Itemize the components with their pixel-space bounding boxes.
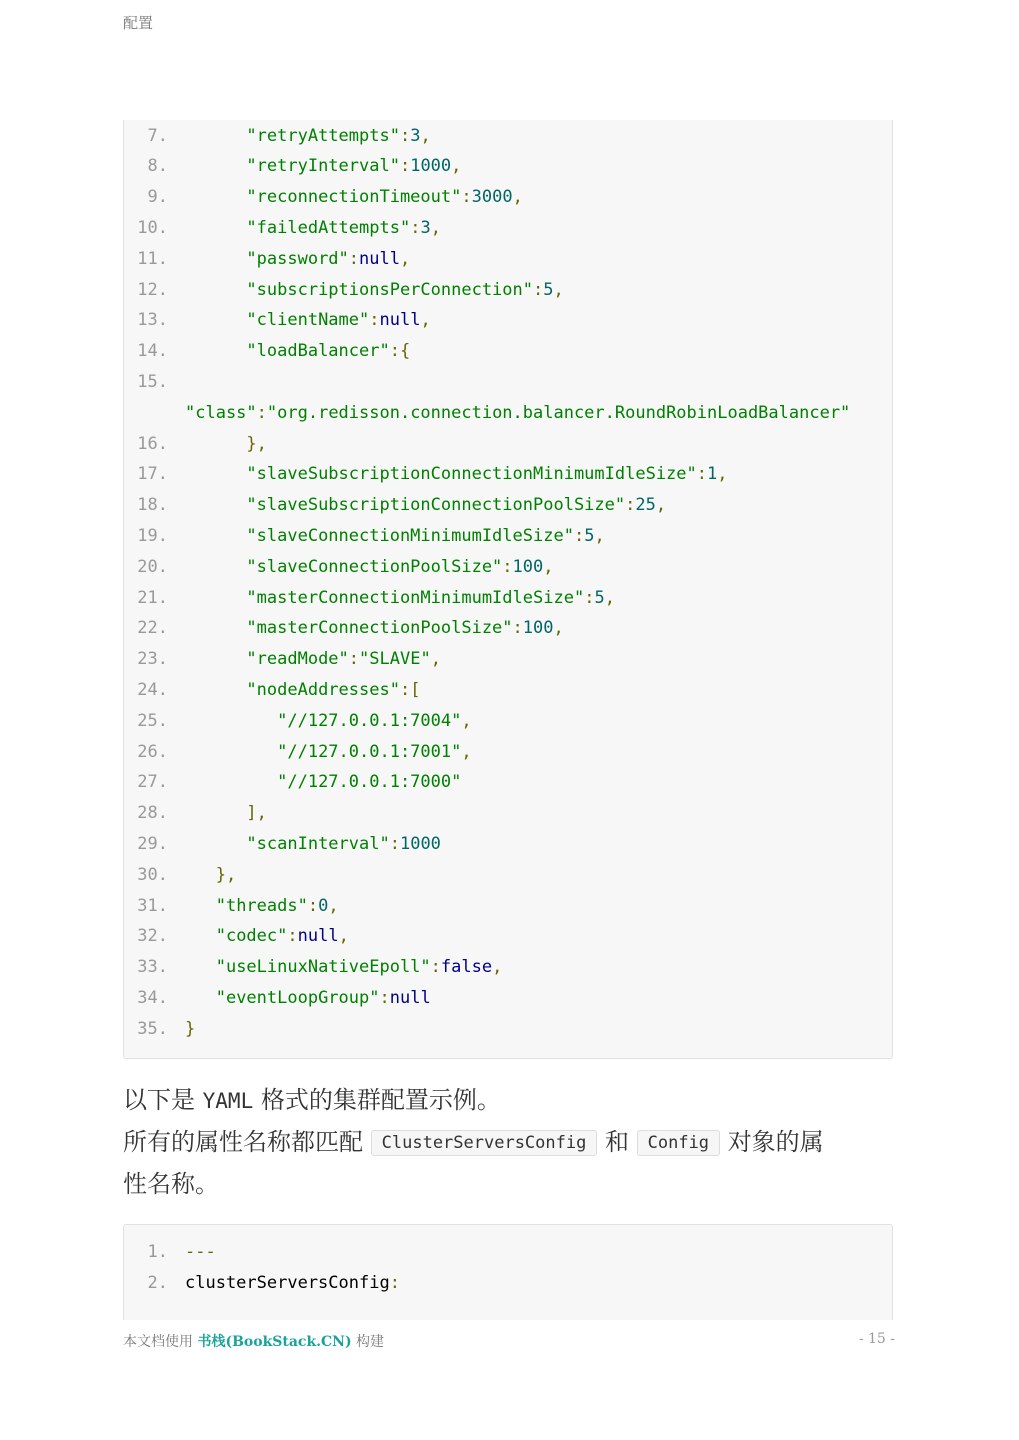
line-number: 20. <box>137 556 168 577</box>
code-token: "nodeAddresses" <box>246 679 400 700</box>
code-token: , <box>492 957 503 978</box>
code-token: 3000 <box>471 187 513 208</box>
code-text <box>185 706 472 736</box>
line-number: 34. <box>137 987 168 1008</box>
code-text <box>185 398 850 428</box>
paragraph-properties-line2: 性名称。 <box>123 1170 219 1198</box>
code-text <box>185 552 554 582</box>
code-text <box>185 737 472 767</box>
code-text <box>185 151 461 181</box>
code-token: , <box>338 926 349 947</box>
code-text <box>185 121 431 151</box>
line-number: 28. <box>137 803 168 824</box>
code-token: , <box>543 556 554 577</box>
code-text <box>185 829 441 859</box>
code-token: "class" <box>185 402 257 423</box>
code-token: , <box>461 710 472 731</box>
code-token: "loadBalancer" <box>246 341 390 362</box>
line-number: 13. <box>137 310 168 331</box>
line-number: 1. <box>147 1242 168 1262</box>
code-token <box>185 464 246 484</box>
code-token: : <box>369 310 380 331</box>
code-text <box>185 490 666 520</box>
code-token <box>185 126 246 146</box>
line-number: 33. <box>137 957 168 978</box>
code-token <box>185 896 216 916</box>
code-token: "//127.0.0.1:7004" <box>277 710 462 731</box>
code-token: "useLinuxNativeEpoll" <box>215 957 431 978</box>
code-token: 1 <box>707 464 718 485</box>
line-number: 7. <box>147 125 168 146</box>
line-number: 22. <box>137 618 168 639</box>
code-token: , <box>420 125 431 146</box>
line-number: 26. <box>137 741 168 762</box>
code-token: --- <box>185 1242 216 1262</box>
code-token <box>185 865 216 885</box>
code-text <box>185 767 461 797</box>
code-token: 25 <box>635 495 656 516</box>
code-token: ], <box>246 803 267 824</box>
code-token: "readMode" <box>246 649 349 670</box>
line-number: 17. <box>137 464 168 485</box>
code-token: "scanInterval" <box>246 833 390 854</box>
code-token: : <box>379 987 390 1008</box>
code-token <box>185 834 246 854</box>
code-token: "slaveSubscriptionConnectionPoolSize" <box>246 495 626 516</box>
line-number: 23. <box>137 649 168 670</box>
code-token <box>185 988 216 1008</box>
line-number: 25. <box>137 710 168 731</box>
code-token: :[ <box>399 679 421 700</box>
para2-text1: 所有的属性名称都匹配 <box>123 1128 371 1156</box>
code-text <box>185 860 236 890</box>
code-text <box>185 983 431 1013</box>
code-token: "reconnectionTimeout" <box>246 187 462 208</box>
page-header-title: 配置 <box>123 14 154 32</box>
code-token: : <box>696 464 708 485</box>
code-token <box>185 280 246 300</box>
code-token: : <box>461 187 472 208</box>
line-number: 30. <box>137 864 168 885</box>
footer-suffix: 构建 <box>351 1334 385 1350</box>
code-token: "subscriptionsPerConnection" <box>246 279 533 300</box>
line-number: 8. <box>147 156 168 177</box>
code-token: null <box>389 987 431 1008</box>
line-number: 18. <box>137 495 168 516</box>
para2-text2: 和 <box>604 1128 637 1156</box>
code-token: , <box>594 525 605 546</box>
code-text <box>185 644 441 674</box>
code-text <box>185 1268 400 1298</box>
line-number: 2. <box>147 1273 168 1293</box>
code-token: , <box>717 464 728 485</box>
code-text <box>185 1237 216 1267</box>
line-number: 15. <box>137 371 168 392</box>
code-token: : <box>512 618 523 639</box>
code-text <box>185 1014 195 1044</box>
code-text <box>185 675 420 705</box>
code-token: : <box>502 556 513 577</box>
code-text <box>185 952 502 982</box>
code-text <box>185 336 410 366</box>
code-token <box>185 156 246 176</box>
code-text <box>185 891 339 921</box>
code-token <box>185 187 246 207</box>
code-token: : <box>410 217 421 238</box>
code-token: }, <box>246 433 267 454</box>
code-token <box>185 588 246 608</box>
code-token: } <box>185 1018 196 1039</box>
line-number: 29. <box>137 833 168 854</box>
line-number: 35. <box>137 1018 168 1039</box>
code-token: :{ <box>389 341 411 362</box>
code-token: : <box>389 833 400 854</box>
code-token <box>185 526 246 546</box>
code-token <box>185 249 246 269</box>
code-token: "masterConnectionMinimumIdleSize" <box>246 587 585 608</box>
line-number: 31. <box>137 895 168 916</box>
code-token: , <box>430 217 441 238</box>
code-text <box>185 521 605 551</box>
line-number: 9. <box>147 187 168 208</box>
code-token <box>185 711 277 731</box>
code-token: , <box>328 895 339 916</box>
inline-code-cluster-servers-config: ClusterServersConfig <box>371 1130 598 1156</box>
code-text <box>185 305 431 335</box>
code-token: "clientName" <box>246 310 370 331</box>
code-token: "failedAttempts" <box>246 217 411 238</box>
code-token: "eventLoopGroup" <box>215 987 380 1008</box>
code-block-yaml <box>123 1224 893 1320</box>
line-number: 14. <box>137 341 168 362</box>
code-text <box>185 275 564 305</box>
code-token: "password" <box>246 248 349 269</box>
code-token: : <box>533 279 544 300</box>
code-token: 0 <box>318 895 329 916</box>
code-token <box>185 557 246 577</box>
line-number: 24. <box>137 679 168 700</box>
code-token <box>185 680 246 700</box>
code-token: : <box>399 125 411 146</box>
code-token: 100 <box>522 618 554 639</box>
para1-text-before: 以下是 <box>123 1086 203 1114</box>
code-token: : <box>348 248 360 269</box>
code-token: , <box>604 587 615 608</box>
code-text <box>185 213 441 243</box>
code-text <box>185 583 615 613</box>
code-token <box>185 310 246 330</box>
code-token: : <box>625 495 636 516</box>
code-token: "//127.0.0.1:7001" <box>277 741 462 762</box>
code-token <box>185 772 277 792</box>
code-token: : <box>287 926 298 947</box>
code-token: "threads" <box>215 895 308 916</box>
inline-code-config: Config <box>637 1130 720 1156</box>
code-token: : <box>256 402 267 423</box>
code-token <box>185 618 246 638</box>
footer-page-number: - 15 - <box>858 1331 895 1347</box>
code-token: : <box>584 587 595 608</box>
para2-text3: 对象的属 <box>727 1128 824 1156</box>
code-token: , <box>512 187 523 208</box>
code-token: "slaveConnectionMinimumIdleSize" <box>246 525 574 546</box>
line-number: 12. <box>137 279 168 300</box>
code-token: 3 <box>410 125 421 146</box>
line-number: 10. <box>137 217 168 238</box>
code-token: : <box>430 957 441 978</box>
code-token <box>185 926 216 946</box>
paragraph-yaml-intro <box>123 1080 903 1115</box>
code-token: 5 <box>543 279 554 300</box>
code-token: null <box>379 310 421 331</box>
code-token: null <box>359 248 400 269</box>
code-text <box>185 459 728 489</box>
code-token <box>185 434 246 454</box>
code-block-json <box>123 120 893 1059</box>
code-token <box>185 495 246 515</box>
code-token: "retryAttempts" <box>246 125 400 146</box>
code-token: false <box>440 957 493 978</box>
code-token: 1000 <box>410 156 452 177</box>
code-token: , <box>420 310 431 331</box>
code-token: "slaveConnectionPoolSize" <box>246 556 503 577</box>
code-token: 3 <box>420 217 431 238</box>
code-token: : <box>307 895 319 916</box>
code-text <box>185 244 410 274</box>
code-token <box>185 803 246 823</box>
code-token: 5 <box>584 525 595 546</box>
code-token: "org.redisson.connection.balancer.RoundRobinLoadBalancer" <box>266 402 851 423</box>
line-number: 27. <box>137 772 168 793</box>
code-token: "SLAVE" <box>359 649 431 670</box>
line-number: 16. <box>137 433 168 454</box>
code-token: "slaveSubscriptionConnectionMinimumIdleSize" <box>246 464 697 485</box>
code-token: , <box>553 618 564 639</box>
code-token <box>185 957 216 977</box>
code-token: 1000 <box>399 833 441 854</box>
code-token: 100 <box>512 556 544 577</box>
code-token: : <box>573 525 585 546</box>
code-token: , <box>399 248 411 269</box>
code-token <box>185 218 246 238</box>
footer-credit <box>123 1331 384 1351</box>
code-token: : <box>389 1273 400 1293</box>
code-text <box>185 921 349 951</box>
code-token: , <box>451 156 462 177</box>
code-token: , <box>655 495 667 516</box>
code-token: : <box>348 649 360 670</box>
para1-text-after: 格式的集群配置示例。 <box>253 1086 501 1114</box>
code-token: "retryInterval" <box>246 156 400 177</box>
code-text <box>185 429 267 459</box>
para1-mono-yaml: YAML <box>202 1089 254 1113</box>
footer-prefix: 本文档使用 <box>123 1334 198 1350</box>
code-token: , <box>430 649 441 670</box>
code-token: clusterServersConfig <box>185 1273 390 1293</box>
code-token <box>185 341 246 361</box>
code-token: }, <box>215 864 237 885</box>
code-token: 5 <box>594 587 605 608</box>
code-token: "masterConnectionPoolSize" <box>246 618 513 639</box>
code-token: , <box>461 741 472 762</box>
line-number: 32. <box>137 926 168 947</box>
line-number: 21. <box>137 587 168 608</box>
code-token: null <box>297 926 339 947</box>
footer-brand-link[interactable]: 书栈(BookStack.CN) <box>197 1334 352 1350</box>
code-text <box>185 798 267 828</box>
line-number: 11. <box>137 248 168 269</box>
paragraph-properties-line1 <box>123 1122 903 1157</box>
code-token <box>185 742 277 762</box>
code-text <box>185 613 564 643</box>
code-text <box>185 182 523 212</box>
code-token: , <box>553 279 564 300</box>
code-token: : <box>399 156 411 177</box>
code-token <box>185 649 246 669</box>
code-token: "codec" <box>215 926 288 947</box>
line-number: 19. <box>137 525 168 546</box>
code-token: "//127.0.0.1:7000" <box>277 772 462 793</box>
